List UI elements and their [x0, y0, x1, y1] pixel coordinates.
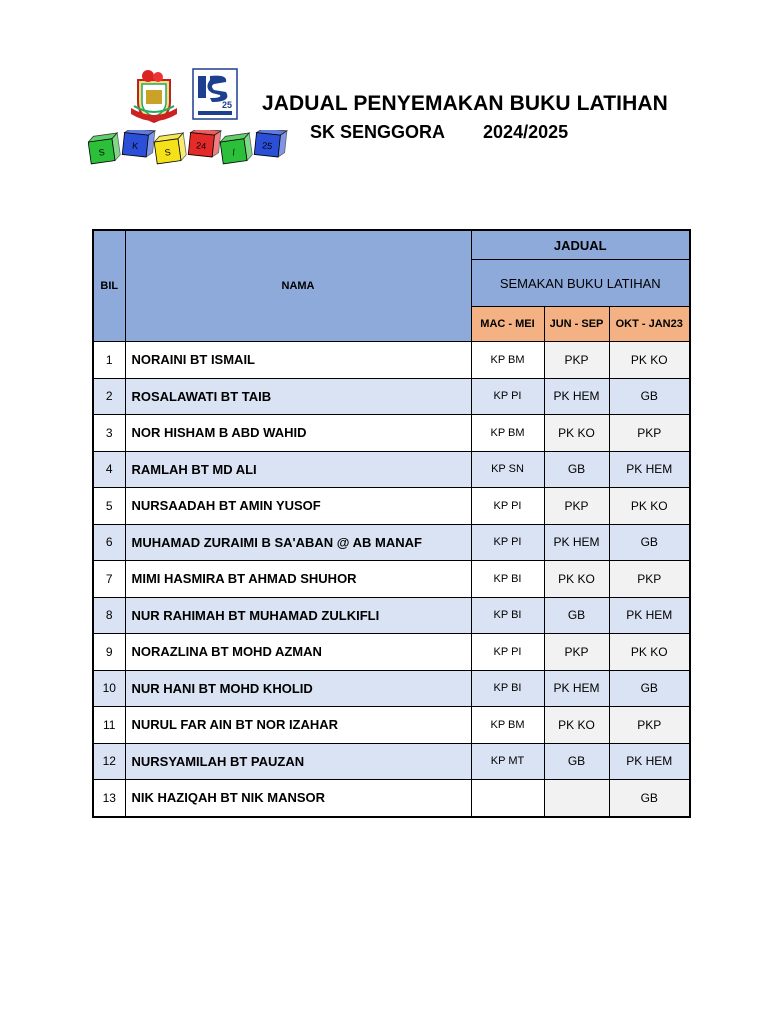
col-month-3: OKT - JAN23	[609, 307, 690, 342]
logo-cube-letter: K	[131, 140, 139, 152]
row-schedule-2: GB	[544, 597, 609, 634]
row-name: NUR RAHIMAH BT MUHAMAD ZULKIFLI	[125, 597, 471, 634]
table-row	[93, 342, 690, 379]
table-row	[93, 488, 690, 525]
table-row	[93, 597, 690, 634]
col-jadual-header: JADUAL	[471, 230, 690, 260]
row-name: MIMI HASMIRA BT AHMAD SHUHOR	[125, 561, 471, 598]
row-schedule-1: KP BM	[471, 707, 544, 744]
row-schedule-3: PKP	[609, 707, 690, 744]
school-logos	[88, 66, 293, 170]
anniversary-badge-icon	[192, 68, 238, 120]
logo-cube	[153, 133, 186, 164]
logo-cube-letter: S	[164, 146, 172, 158]
row-schedule-1: KP BI	[471, 597, 544, 634]
row-number: 8	[93, 597, 125, 634]
row-schedule-2: PK KO	[544, 707, 609, 744]
row-schedule-2: GB	[544, 743, 609, 780]
row-number: 7	[93, 561, 125, 598]
row-schedule-3: GB	[609, 524, 690, 561]
row-schedule-1	[471, 780, 544, 817]
logo-cube-letter: 25	[261, 140, 273, 152]
row-name: NORAZLINA BT MOHD AZMAN	[125, 634, 471, 671]
row-schedule-3: PKP	[609, 415, 690, 452]
table-row	[93, 415, 690, 452]
row-number: 4	[93, 451, 125, 488]
row-schedule-3: PK KO	[609, 488, 690, 525]
col-bil-header: BIL	[93, 230, 125, 342]
row-schedule-2: PKP	[544, 634, 609, 671]
table-row	[93, 780, 690, 817]
table-row	[93, 670, 690, 707]
row-name: NURUL FAR AIN BT NOR IZAHAR	[125, 707, 471, 744]
row-schedule-3: PK KO	[609, 634, 690, 671]
row-number: 11	[93, 707, 125, 744]
row-name: NUR HANI BT MOHD KHOLID	[125, 670, 471, 707]
logo-cube	[188, 130, 221, 158]
row-number: 2	[93, 378, 125, 415]
row-name: ROSALAWATI BT TAIB	[125, 378, 471, 415]
row-schedule-2: PK HEM	[544, 670, 609, 707]
school-crest-icon	[128, 68, 180, 126]
row-schedule-3: PKP	[609, 561, 690, 598]
row-schedule-2	[544, 780, 609, 817]
table-row	[93, 451, 690, 488]
row-number: 6	[93, 524, 125, 561]
svg-text:25: 25	[222, 100, 233, 110]
row-schedule-2: PKP	[544, 488, 609, 525]
row-schedule-1: KP PI	[471, 524, 544, 561]
row-schedule-3: PK HEM	[609, 451, 690, 488]
table-row	[93, 561, 690, 598]
row-schedule-1: KP SN	[471, 451, 544, 488]
logo-cube-letter: 24	[195, 140, 207, 152]
table-row	[93, 743, 690, 780]
row-schedule-2: PK HEM	[544, 378, 609, 415]
row-schedule-2: PKP	[544, 342, 609, 379]
row-number: 5	[93, 488, 125, 525]
table-row	[93, 707, 690, 744]
logo-cube	[219, 133, 252, 164]
row-schedule-3: GB	[609, 780, 690, 817]
row-schedule-1: KP BI	[471, 670, 544, 707]
row-schedule-3: GB	[609, 378, 690, 415]
row-schedule-3: PK HEM	[609, 597, 690, 634]
col-semakan-header: SEMAKAN BUKU LATIHAN	[471, 260, 690, 307]
school-year: 2024/2025	[483, 122, 569, 142]
table-row	[93, 634, 690, 671]
col-month-1: MAC - MEI	[471, 307, 544, 342]
row-schedule-1: KP BM	[471, 415, 544, 452]
row-number: 9	[93, 634, 125, 671]
row-schedule-3: PK KO	[609, 342, 690, 379]
col-nama-header: NAMA	[125, 230, 471, 342]
school-name: SK SENGGORA	[310, 122, 446, 142]
row-name: NURSYAMILAH BT PAUZAN	[125, 743, 471, 780]
schedule-table	[92, 229, 691, 818]
page-subtitle	[310, 122, 568, 143]
row-name: NURSAADAH BT AMIN YUSOF	[125, 488, 471, 525]
table-row	[93, 524, 690, 561]
row-name: NORAINI BT ISMAIL	[125, 342, 471, 379]
row-schedule-1: KP BM	[471, 342, 544, 379]
row-name: RAMLAH BT MD ALI	[125, 451, 471, 488]
row-schedule-2: PK HEM	[544, 524, 609, 561]
row-schedule-3: PK HEM	[609, 743, 690, 780]
row-schedule-1: KP BI	[471, 561, 544, 598]
row-number: 12	[93, 743, 125, 780]
row-name: NOR HISHAM B ABD WAHID	[125, 415, 471, 452]
row-number: 3	[93, 415, 125, 452]
row-schedule-2: PK KO	[544, 561, 609, 598]
logo-cube-letter: /	[231, 147, 236, 158]
row-schedule-3: GB	[609, 670, 690, 707]
row-name: MUHAMAD ZURAIMI B SA'ABAN @ AB MANAF	[125, 524, 471, 561]
row-number: 1	[93, 342, 125, 379]
row-number: 13	[93, 780, 125, 817]
table-row	[93, 378, 690, 415]
row-schedule-1: KP PI	[471, 378, 544, 415]
page-title: JADUAL PENYEMAKAN BUKU LATIHAN	[262, 92, 668, 115]
logo-cube	[254, 130, 287, 158]
row-schedule-1: KP PI	[471, 488, 544, 525]
col-month-2: JUN - SEP	[544, 307, 609, 342]
row-schedule-2: GB	[544, 451, 609, 488]
row-number: 10	[93, 670, 125, 707]
row-schedule-1: KP PI	[471, 634, 544, 671]
row-schedule-2: PK KO	[544, 415, 609, 452]
logo-cube	[88, 133, 121, 164]
sks-cubes-logo	[88, 130, 293, 170]
row-schedule-1: KP MT	[471, 743, 544, 780]
logo-cube-letter: S	[98, 146, 106, 158]
row-name: NIK HAZIQAH BT NIK MANSOR	[125, 780, 471, 817]
logo-cube	[122, 130, 155, 158]
